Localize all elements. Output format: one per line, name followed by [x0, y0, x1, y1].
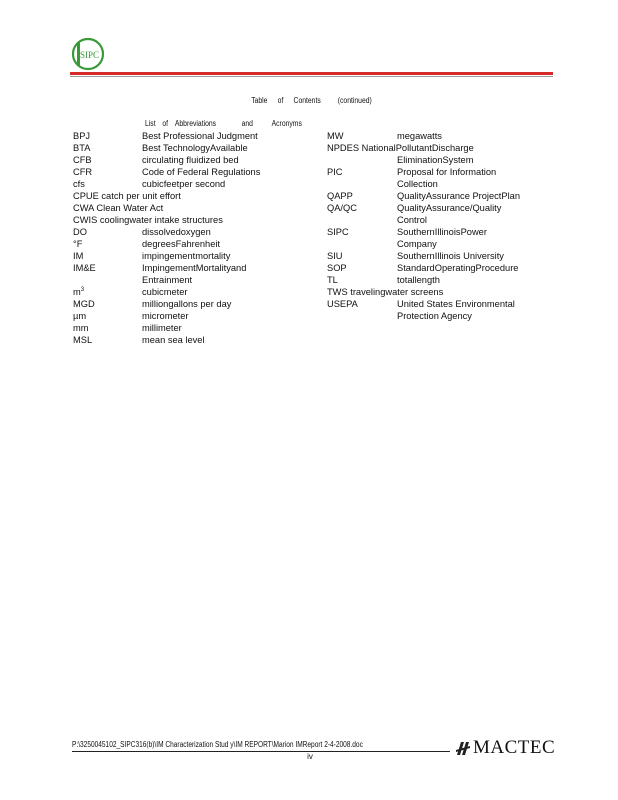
abbreviation-definition: circulating fluidized bed: [142, 155, 239, 165]
sipc-logo-text: SIPC: [79, 50, 100, 60]
abbreviation-definition: Collection: [397, 179, 438, 189]
abbreviation-term: BPJ: [73, 131, 91, 141]
left-abbreviation-column: [73, 130, 318, 346]
abbreviation-term: cfs: [73, 179, 85, 189]
mactec-emblem-icon: [455, 739, 471, 757]
abbreviation-term: µm: [73, 311, 87, 321]
mactec-logo: [455, 737, 555, 759]
abbreviation-term: MW: [327, 131, 344, 141]
abbreviation-term: SIU: [327, 251, 343, 261]
abbreviation-term: IM&E: [73, 263, 96, 273]
abbreviation-definition: impingementmortality: [142, 251, 231, 261]
abbreviation-definition: micrometer: [142, 311, 189, 321]
abbreviation-full-line: NPDES NationalPollutantDischarge: [327, 143, 474, 153]
abbreviation-entry: [73, 286, 318, 298]
abbreviation-definition: megawatts: [397, 131, 442, 141]
abbreviation-definition: QualityAssurance/Quality: [397, 203, 502, 213]
abbreviation-entry: [327, 202, 557, 226]
abbreviation-entry: [73, 310, 318, 322]
section-subtitle: List of Abbreviations and Acronyms: [145, 119, 302, 128]
mactec-wordmark: MACTEC: [473, 737, 556, 758]
abbreviation-entry: [73, 250, 318, 262]
abbreviation-definition: degreesFahrenheit: [142, 239, 221, 249]
abbreviation-term: TL: [327, 275, 338, 285]
abbreviation-entry: [327, 286, 557, 298]
abbreviation-term: MGD: [73, 299, 95, 309]
abbreviation-term: °F: [73, 239, 83, 249]
sipc-logo: [70, 36, 106, 72]
abbreviation-definition: totallength: [397, 275, 440, 285]
abbreviation-definition: Control: [397, 215, 427, 225]
abbreviation-definition: SouthernIllinoisPower: [397, 227, 487, 237]
abbreviation-term: QA/QC: [327, 203, 357, 213]
abbreviation-term: SOP: [327, 263, 347, 273]
abbreviation-definition: StandardOperatingProcedure: [397, 263, 519, 273]
footer-rule: [72, 751, 450, 752]
abbreviation-definition: Entrainment: [142, 275, 193, 285]
abbreviation-full-line: CWIS coolingwater intake structures: [73, 215, 223, 225]
abbreviation-definition: Proposal for Information: [397, 167, 497, 177]
abbreviation-definition: EliminationSystem: [397, 155, 474, 165]
toc-title: Table of Contents (continued): [251, 96, 372, 105]
abbreviation-term: BTA: [73, 143, 91, 153]
abbreviation-definition: United States Environmental: [397, 299, 515, 309]
abbreviation-term: SIPC: [327, 227, 349, 237]
abbreviation-definition: Protection Agency: [397, 311, 472, 321]
abbreviation-definition: cubicfeetper second: [142, 179, 226, 189]
page-number: iv: [307, 752, 313, 761]
abbreviation-entry: [73, 166, 318, 178]
abbreviation-entry: [73, 226, 318, 238]
abbreviation-entry: [73, 322, 318, 334]
abbreviation-term: MSL: [73, 335, 93, 345]
abbreviation-entry: [73, 262, 318, 286]
abbreviation-definition: Best TechnologyAvailable: [142, 143, 248, 153]
abbreviation-term: $m^3$: [73, 286, 85, 297]
abbreviation-term: PIC: [327, 167, 343, 177]
abbreviation-entry: [73, 142, 318, 154]
header-red-rule: [70, 72, 553, 75]
abbreviation-term: CFB: [73, 155, 92, 165]
abbreviation-entry: [73, 190, 318, 202]
abbreviation-entry: [327, 226, 557, 250]
abbreviation-entry: [327, 250, 557, 262]
abbreviation-definition: ImpingementMortalityand: [142, 263, 247, 273]
right-abbreviation-column: [327, 130, 557, 322]
abbreviation-entry: [73, 214, 318, 226]
abbreviation-entry: [327, 274, 557, 286]
abbreviation-term: mm: [73, 323, 89, 333]
abbreviation-definition: Company: [397, 239, 437, 249]
abbreviation-term: DO: [73, 227, 87, 237]
abbreviation-definition: mean sea level: [142, 335, 205, 345]
abbreviation-entry: [73, 202, 318, 214]
abbreviation-entry: [73, 130, 318, 142]
abbreviation-full-line: TWS travelingwater screens: [327, 287, 444, 297]
abbreviation-full-line: CPUE catch per unit effort: [73, 191, 181, 201]
footer-file-path: P:\3250045102_SIPC316(b)\IM Characterization Stud y\IM REPORT\Marion IMReport 2-4-2008.doc: [72, 740, 363, 749]
abbreviation-entry: [327, 262, 557, 274]
abbreviation-entry: [73, 154, 318, 166]
abbreviation-term: QAPP: [327, 191, 353, 201]
superscript: 3: [80, 286, 85, 293]
abbreviation-definition: Code of Federal Regulations: [142, 167, 261, 177]
abbreviation-definition: dissolvedoxygen: [142, 227, 211, 237]
abbreviation-term: IM: [73, 251, 84, 261]
abbreviation-definition: milliongallons per day: [142, 299, 232, 309]
abbreviation-entry: [73, 238, 318, 250]
abbreviation-definition: Best Professional Judgment: [142, 131, 258, 141]
abbreviation-definition: SouthernIllinois University: [397, 251, 504, 261]
abbreviation-entry: [327, 190, 557, 202]
abbreviation-entry: [327, 298, 557, 322]
header-gray-rule: [70, 76, 553, 77]
abbreviation-definition: QualityAssurance ProjectPlan: [397, 191, 520, 201]
abbreviation-term: CFR: [73, 167, 93, 177]
abbreviation-entry: [327, 166, 557, 190]
abbreviation-term: USEPA: [327, 299, 358, 309]
abbreviation-entry: [73, 298, 318, 310]
abbreviation-definition: cubicmeter: [142, 287, 188, 297]
abbreviation-entry: [327, 142, 557, 166]
abbreviation-definition: millimeter: [142, 323, 182, 333]
abbreviation-entry: [73, 334, 318, 346]
abbreviation-entry: [73, 178, 318, 190]
abbreviation-entry: [327, 130, 557, 142]
abbreviation-full-line: CWA Clean Water Act: [73, 203, 164, 213]
